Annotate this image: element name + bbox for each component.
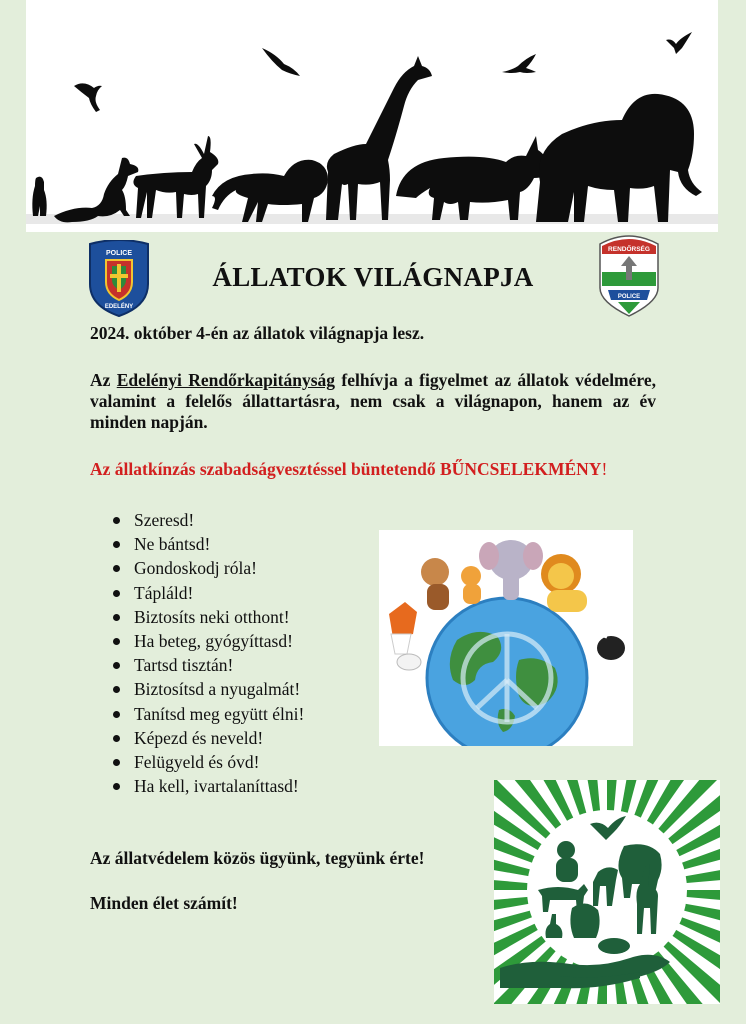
list-item: Felügyeld és óvd! (112, 750, 304, 774)
warning-text: Az állatkínzás szabadságvesztéssel büntetendő BŰNCSELEKMÉNY (90, 459, 602, 479)
intro-paragraph (90, 370, 656, 433)
list-item: Biztosíts neki otthont! (112, 605, 304, 629)
rendorseg-police-badge (596, 234, 662, 318)
list-item: Ha beteg, gyógyíttasd! (112, 629, 304, 653)
closing-line-1: Az állatvédelem közös ügyünk, tegyünk érte! (90, 848, 425, 868)
badge-left-bottom-text: EDELÉNY (104, 304, 134, 310)
intro-after: felhívja a figyelmet az állatok védelmére, valamint a felelős állattartásra, nem csak a világnapon, hanem az év minden napján. (90, 370, 656, 432)
closing-line-2: Minden élet számít! (90, 893, 238, 913)
animal-protection-emblem (494, 780, 720, 1004)
care-instructions-list (112, 508, 304, 798)
police-crest-icon (596, 234, 662, 318)
animal-silhouette-banner (26, 0, 718, 232)
page-title: ÁLLATOK VILÁGNAPJA (212, 262, 534, 292)
warning-exclamation: ! (601, 459, 608, 479)
list-item: Szeresd! (112, 508, 304, 532)
globe-animals-image (379, 530, 633, 746)
list-item: Biztosítsd a nyugalmát! (112, 677, 304, 701)
animal-silhouettes-image (26, 0, 718, 232)
date-announcement: 2024. október 4-én az állatok világnapja lesz. (90, 323, 425, 343)
list-item: Ne bántsd! (112, 532, 304, 556)
intro-before: Az (90, 370, 117, 390)
list-item: Tanítsd meg együtt élni! (112, 702, 304, 726)
crime-warning (90, 459, 656, 480)
hand-holding-animals-icon (494, 780, 720, 1004)
list-item: Ha kell, ivartalaníttasd! (112, 774, 304, 798)
badge-left-top-text: POLICE (105, 250, 133, 257)
list-item: Képezd és neveld! (112, 726, 304, 750)
list-item: Tápláld! (112, 581, 304, 605)
list-item: Gondoskodj róla! (112, 556, 304, 580)
list-item: Tartsd tisztán! (112, 653, 304, 677)
organization-name: Edelényi Rendőrkapitányság (116, 370, 336, 390)
animals-on-globe-illustration (379, 530, 633, 746)
badge-right-bottom-text: POLICE (617, 294, 641, 300)
badge-right-top-text: RENDŐRSÉG (608, 246, 650, 253)
